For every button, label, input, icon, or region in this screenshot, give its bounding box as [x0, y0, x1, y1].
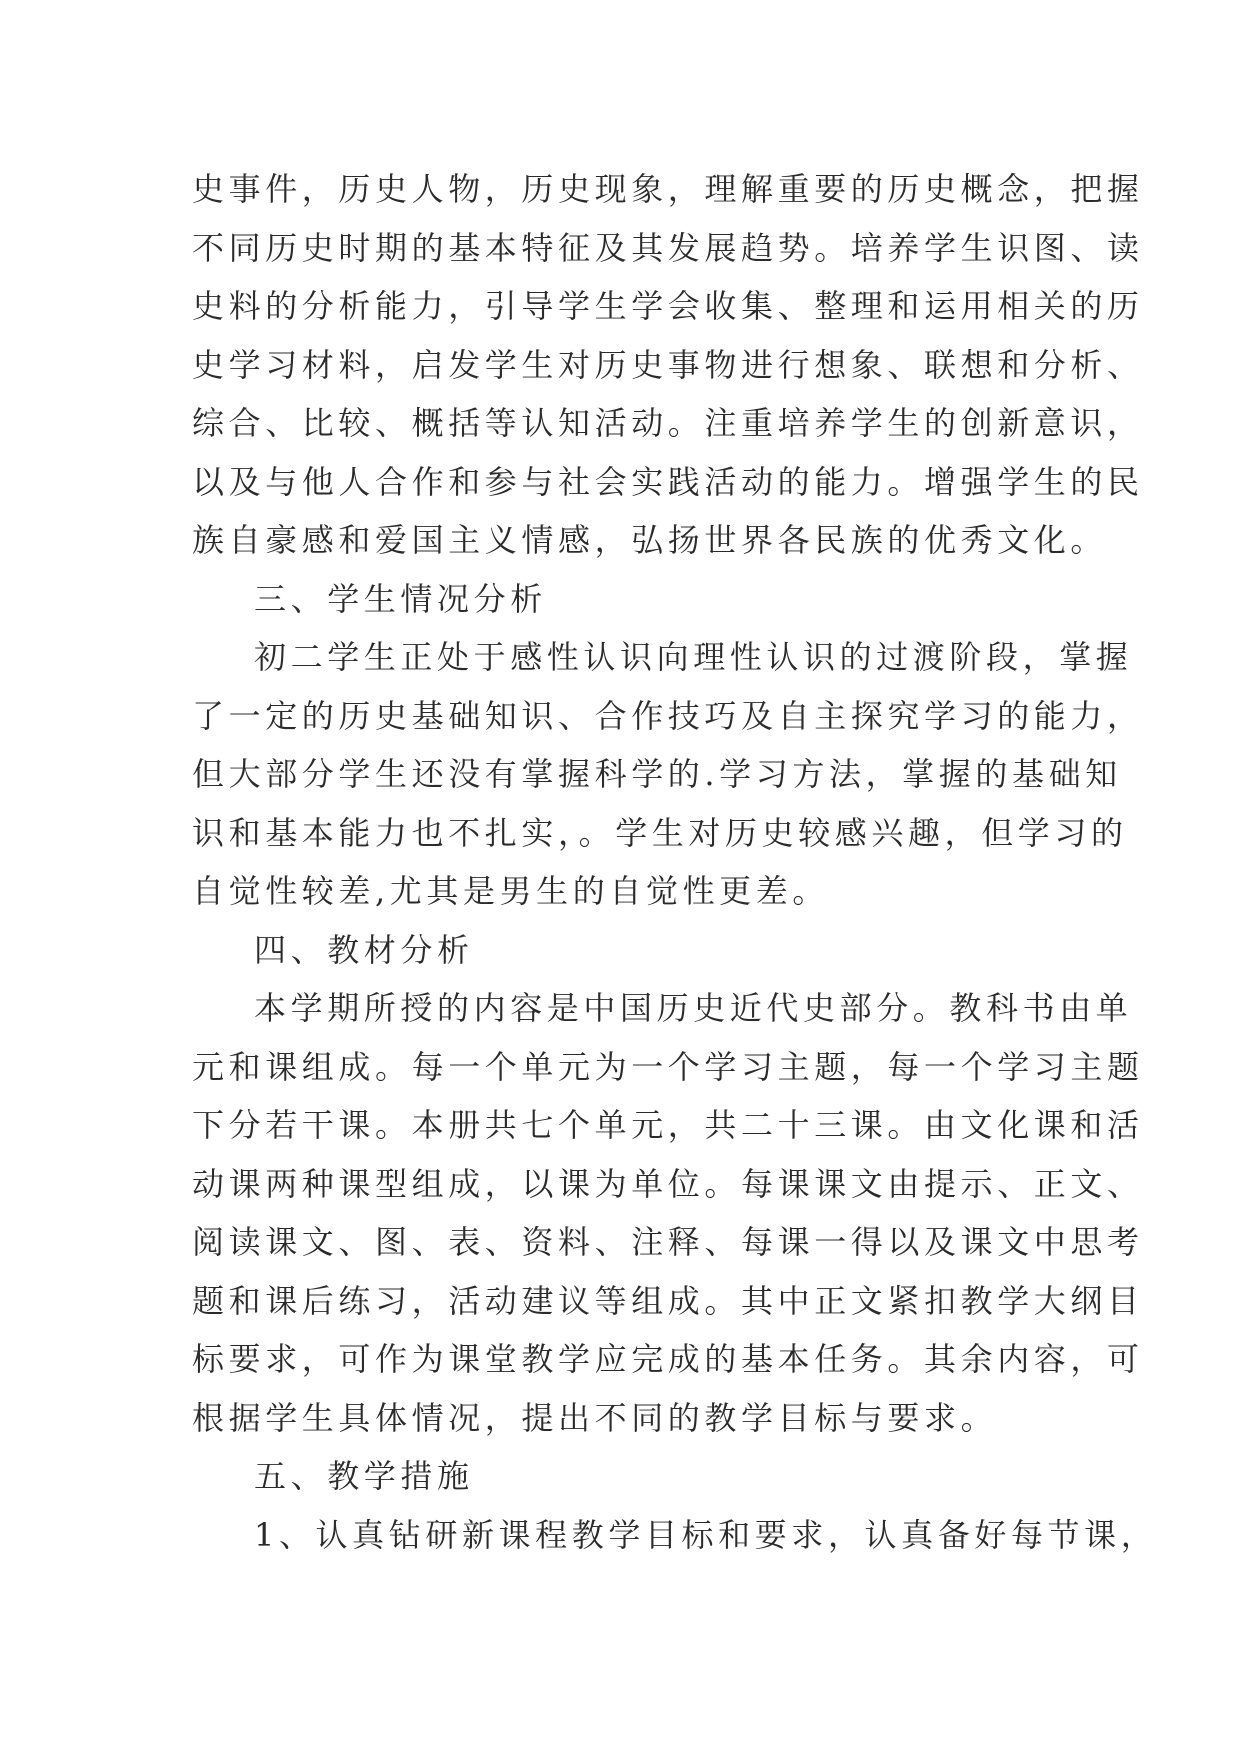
- text-line: 以及与他人合作和参与社会实践活动的能力。增强学生的民: [192, 462, 1144, 501]
- text-line: 但大部分学生还没有掌握科学的.学习方法，掌握的基础知: [192, 755, 1122, 793]
- text-line: 动课两种课型组成，以课为单位。每课课文由提示、正文、: [192, 1164, 1144, 1203]
- text-line: 族自豪感和爱国主义情感，弘扬世界各民族的优秀文化。: [192, 521, 1108, 559]
- text-line: 题和课后练习，活动建议等组成。其中正文紧扣教学大纲目: [192, 1281, 1144, 1320]
- paragraph-first-line: 1、认真钻研新课程教学目标和要求，认真备好每节课，: [254, 1515, 1158, 1554]
- text-line: 元和课组成。每一个单元为一个学习主题，每一个学习主题: [192, 1047, 1144, 1086]
- text-line: 标要求，可作为课堂教学应完成的基本任务。其余内容，可: [192, 1340, 1144, 1378]
- text-line: 了一定的历史基础知识、合作技巧及自主探究学习的能力，: [192, 696, 1144, 735]
- text-line: 不同历史时期的基本特征及其发展趋势。培养学生识图、读: [192, 228, 1144, 267]
- text-line: 识和基本能力也不扎实，。学生对历史较感兴趣，但学习的: [192, 813, 1128, 852]
- text-line: 史事件，历史人物，历史现象，理解重要的历史概念，把握: [192, 170, 1144, 208]
- text-line: 史料的分析能力，引导学生学会收集、整理和运用相关的历: [192, 287, 1144, 325]
- document-body: [192, 160, 1158, 1564]
- text-line: 根据学生具体情况，提出不同的教学目标与要求。: [192, 1398, 998, 1437]
- text-line: 综合、比较、概括等认知活动。注重培养学生的创新意识，: [192, 404, 1144, 442]
- paragraph-first-line: 初二学生正处于感性认识向理性认识的过渡阶段，掌握: [254, 638, 1133, 676]
- text-line: 史学习材料，启发学生对历史事物进行想象、联想和分析、: [192, 345, 1144, 384]
- paragraph-first-line: 本学期所授的内容是中国历史近代史部分。教科书由单: [254, 989, 1133, 1027]
- text-line: 阅读课文、图、表、资料、注释、每课一得以及课文中思考: [192, 1223, 1144, 1261]
- section-heading-teaching-measures: 五、教学措施: [254, 1457, 474, 1495]
- text-line: 下分若干课。本册共七个单元，共二十三课。由文化课和活: [192, 1106, 1144, 1144]
- text-line: 自觉性较差,尤其是男生的自觉性更差。: [192, 872, 829, 910]
- section-heading-student-analysis: 三、学生情况分析: [254, 579, 547, 618]
- section-heading-textbook-analysis: 四、教材分析: [254, 930, 474, 969]
